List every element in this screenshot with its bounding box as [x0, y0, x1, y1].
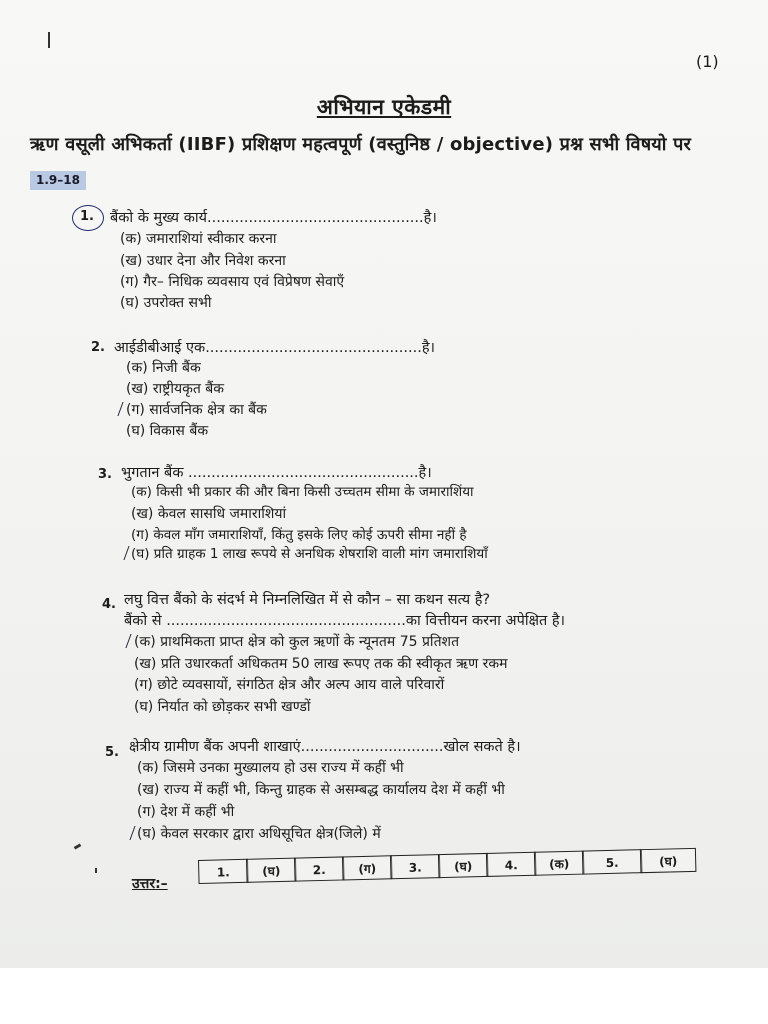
option: (ख) राष्ट्रीयकृत बैंक	[126, 381, 225, 397]
code-badge: 1.9–18	[30, 171, 86, 190]
question-text: भुगतान बैंक ..................................................है।	[121, 465, 432, 481]
answer-value-cell: (घ)	[246, 858, 297, 883]
bottom-margin	[0, 968, 768, 1024]
answer-number-cell: 2.	[294, 856, 345, 881]
page-subtitle: ऋण वसूली अभिकर्ता (IIBF) प्रशिक्षण महत्वपूर्ण (वस्तुनिष्ठ / objective) प्रश्न सभी विषयो पर	[30, 134, 692, 155]
option: (ग) देश में कहीं भी	[137, 804, 235, 820]
option: (ख) उधार देना और निवेश करना	[120, 253, 286, 269]
option: (घ) निर्यात को छोड़कर सभी खण्डों	[134, 699, 311, 715]
question-number: 4.	[102, 597, 116, 612]
option: (घ) केवल सरकार द्वारा अधिसूचित क्षेत्र(जिले) में	[137, 826, 381, 842]
answer-value-cell: (क)	[534, 851, 585, 876]
answer-value-cell: (घ)	[640, 848, 697, 873]
page-number: (1)	[696, 52, 719, 71]
question-number: 5.	[105, 745, 119, 760]
option: (क) किसी भी प्रकार की और बिना किसी उच्चतम सीमा के जमाराशिंया	[131, 484, 474, 500]
answer-number-cell: 3.	[390, 854, 441, 879]
answer-value-cell: (घ)	[438, 853, 489, 878]
option: (ग) केवल माँग जमाराशियाँ, किंतु इसके लिए कोई ऊपरी सीमा नहीं है	[131, 527, 467, 543]
answer-number-cell: 5.	[582, 849, 643, 874]
option: (घ) प्रति ग्राहक 1 लाख रूपये से अनधिक शेषराशि वाली मांग जमाराशियाँ	[131, 546, 488, 562]
option: (घ) विकास बैंक	[126, 423, 209, 439]
question-text: आईडीबीआई एक...............................................है।	[114, 340, 436, 356]
option: (क) जमाराशियां स्वीकार करना	[120, 231, 277, 247]
question-text: लघु वित्त बैंको के संदर्भ मे निम्नलिखित में से कौन – सा कथन सत्य है?	[124, 592, 491, 608]
answer-label: उत्तर:–	[132, 876, 168, 892]
pen-mark	[95, 868, 97, 873]
option: (क) प्राथमिकता प्राप्त क्षेत्र को कुल ऋणों के न्यूनतम 75 प्रतिशत	[134, 634, 460, 650]
option: (ख) राज्य में कहीं भी, किन्तु ग्राहक से असम्बद्ध कार्यालय देश में कहीं भी	[137, 782, 505, 798]
answer-value-cell: (ग)	[342, 855, 393, 880]
option: (ख) प्रति उधारकर्ता अधिकतम 50 लाख रूपए तक की स्वीकृत ऋण रकम	[134, 656, 508, 672]
answer-number-cell: 4.	[486, 852, 537, 877]
option: (ख) केवल सासधि जमाराशियां	[131, 506, 287, 522]
academy-title: अभियान एकेडमी	[316, 95, 452, 119]
question-text-line2: बैंको से ....................................................का वित्तीयन करना अपेक्षित है।	[124, 613, 566, 629]
option: (क) जिसमे उनका मुख्यालय हो उस राज्य में कहीं भी	[137, 760, 404, 776]
option: (ग) गैर– निधिक व्यवसाय एवं विप्रेषण सेवाएँ	[120, 274, 345, 290]
question-text: बैंको के मुख्य कार्य...............................................है।	[110, 210, 437, 226]
answer-number-cell: 1.	[198, 859, 249, 884]
option: (क) निजी बैंक	[126, 360, 201, 376]
question-number: 2.	[91, 340, 105, 355]
question-text: क्षेत्रीय ग्रामीण बैंक अपनी शाखाएं...............................खोल सकते है।	[129, 739, 521, 755]
question-number: 1.	[80, 209, 94, 224]
option: (ग) सार्वजनिक क्षेत्र का बैंक	[126, 402, 267, 418]
question-number: 3.	[98, 467, 112, 482]
option: (घ) उपरोक्त सभी	[120, 295, 212, 311]
pen-mark	[48, 32, 50, 48]
option: (ग) छोटे व्यवसायों, संगठित क्षेत्र और अल्प आय वाले परिवारों	[134, 677, 445, 693]
